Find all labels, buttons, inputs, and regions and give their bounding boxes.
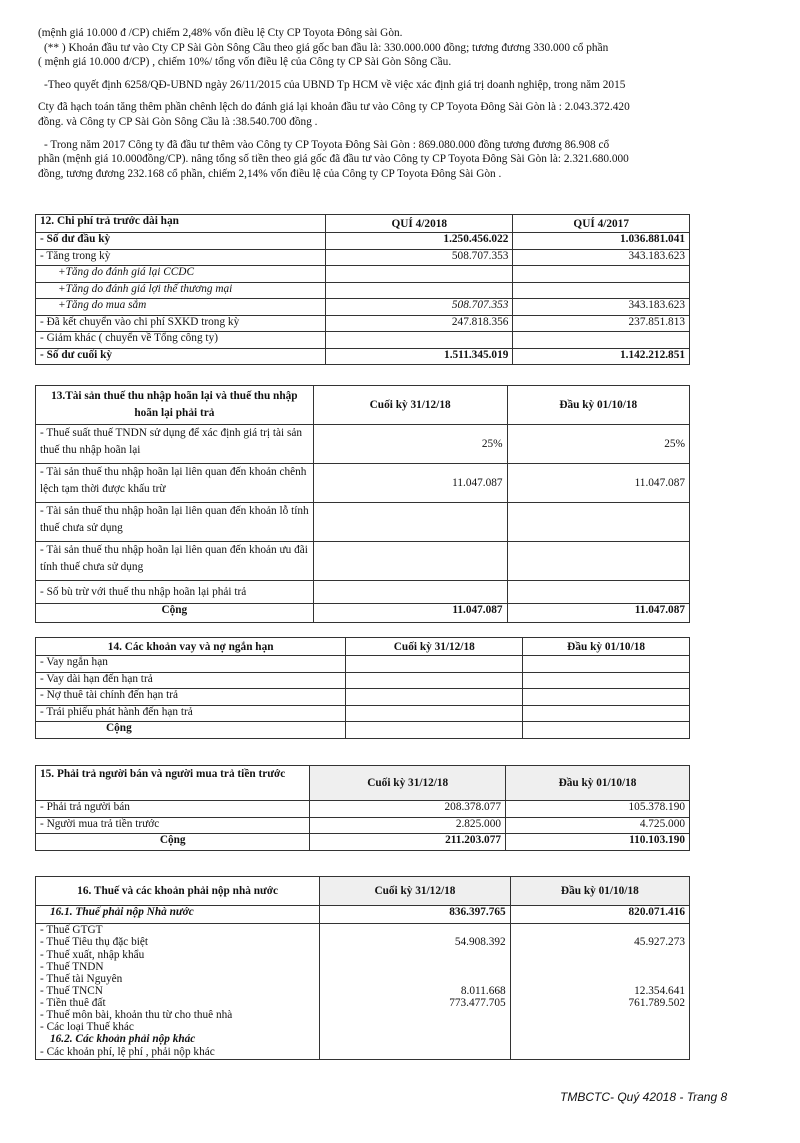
row-value: [320, 961, 510, 973]
table-prepaid-expenses: [35, 214, 690, 365]
table-row: [36, 949, 690, 961]
row-label: - Tài sản thuế thu nhập hoãn lại liên quan đến khoản lỗ tính thuế chưa sử dụng: [36, 503, 314, 542]
table-row: [36, 315, 690, 332]
row-value: 508.707.353: [326, 249, 513, 266]
row-value: 25%: [507, 425, 689, 464]
row-label: - Người mua trả tiền trước: [36, 817, 310, 834]
table-row: [36, 924, 690, 937]
row-value: [320, 949, 510, 961]
row-label: +Tăng do đánh giá lại CCDC: [36, 266, 326, 283]
row-value: [507, 503, 689, 542]
row-value: 820.071.416: [510, 906, 689, 924]
table-row: [36, 906, 690, 924]
table-row: [36, 817, 690, 834]
total-row: [36, 722, 690, 739]
row-value: 1.036.881.041: [513, 233, 690, 250]
row-label: - Số bù trừ với thuế thu nhập hoãn lại phải trả: [36, 581, 314, 604]
row-label: - Đã kết chuyển vào chi phí SXKD trong kỳ: [36, 315, 326, 332]
row-value: [523, 689, 690, 706]
row-value: [326, 332, 513, 349]
table-row: [36, 985, 690, 997]
row-label: - Giảm khác ( chuyển về Tổng công ty): [36, 332, 326, 349]
row-label: - Thuế GTGT: [36, 924, 320, 937]
row-label: 16.1. Thuế phải nộp Nhà nước: [36, 906, 320, 924]
row-value: [313, 581, 507, 604]
row-value: [313, 503, 507, 542]
row-value: [510, 973, 689, 985]
row-label: - Các khoản phí, lệ phí , phải nộp khác: [36, 1046, 320, 1060]
total-value: 110.103.190: [506, 834, 690, 851]
row-value: [513, 332, 690, 349]
table-row: [36, 961, 690, 973]
row-label: +Tăng do mua sắm: [36, 299, 326, 316]
row-value: 1.511.345.019: [326, 348, 513, 365]
column-header: QUÍ 4/2018: [326, 215, 513, 233]
table-row: [36, 581, 690, 604]
table-title: 15. Phải trả người bán và người mua trả tiền trước: [36, 766, 310, 801]
table-row: [36, 689, 690, 706]
column-header: Cuối kỳ 31/12/18: [320, 877, 510, 906]
row-label: - Vay ngắn hạn: [36, 656, 346, 673]
row-value: 11.047.087: [507, 464, 689, 503]
intro-line: phần (mệnh giá 10.000đồng/CP). nâng tổng số tiền theo giá gốc đã đầu tư vào Công ty CP Toyota Đông Sài Gòn là: 2.321.680.000: [38, 153, 629, 166]
table-row: [36, 1046, 690, 1060]
row-label: +Tăng do đánh giá lợi thế thương mại: [36, 282, 326, 299]
table-row: [36, 656, 690, 673]
row-value: 247.818.356: [326, 315, 513, 332]
table-row: [36, 249, 690, 266]
row-value: 343.183.623: [513, 299, 690, 316]
row-value: [346, 656, 523, 673]
row-value: [320, 1033, 510, 1046]
row-label: - Tài sản thuế thu nhập hoãn lại liên quan đến khoản chênh lệch tạm thời được khấu trừ: [36, 464, 314, 503]
row-value: [513, 282, 690, 299]
table-row: [36, 801, 690, 818]
row-value: [510, 1033, 689, 1046]
row-label: - Thuế xuất, nhập khẩu: [36, 949, 320, 961]
row-value: [510, 961, 689, 973]
row-value: [320, 1046, 510, 1060]
row-value: [523, 672, 690, 689]
table-row: [36, 266, 690, 283]
table-title: 13.Tài sản thuế thu nhập hoãn lại và thuế thu nhập hoãn lại phải trả: [36, 386, 314, 425]
intro-line: Cty đã hạch toán tăng thêm phần chênh lệch do đánh giá lại khoản đầu tư vào Công ty CP Toyota Đông Sài Gòn là : 2.043.372.420: [38, 101, 630, 114]
table-title: 14. Các khoản vay và nợ ngắn hạn: [36, 638, 346, 656]
total-label: Cộng: [36, 604, 314, 623]
total-row: [36, 604, 690, 623]
table-row: [36, 233, 690, 250]
intro-line: (mệnh giá 10.000 đ /CP) chiếm 2,48% vốn điều lệ Cty CP Toyota Đông sài Gòn.: [38, 27, 403, 39]
column-header: Đầu kỳ 01/10/18: [506, 766, 690, 801]
intro-line: đồng, tương đương 232.168 cổ phần, chiếm 2,14% vốn điều lệ của Công ty CP Toyota Đông Sài Gòn .: [38, 167, 502, 180]
row-label: - Vay dài hạn đến hạn trả: [36, 672, 346, 689]
column-header: Cuối kỳ 31/12/18: [313, 386, 507, 425]
table-title: 16. Thuế và các khoản phải nộp nhà nước: [36, 877, 320, 906]
total-label: Cộng: [36, 722, 346, 739]
total-value: 11.047.087: [507, 604, 689, 623]
row-label: - Phải trả người bán: [36, 801, 310, 818]
row-value: [523, 705, 690, 722]
row-value: 1.142.212.851: [513, 348, 690, 365]
table-row: [36, 425, 690, 464]
row-label: - Tăng trong kỳ: [36, 249, 326, 266]
row-label: 16.2. Các khoản phải nộp khác: [36, 1033, 320, 1046]
row-value: [326, 282, 513, 299]
row-value: [320, 1009, 510, 1021]
intro-line: đồng. và Công ty CP Sài Gòn Sông Cầu là :38.540.700 đồng .: [38, 115, 318, 128]
row-value: 12.354.641: [510, 985, 689, 997]
row-value: [510, 924, 689, 937]
row-value: 25%: [313, 425, 507, 464]
table-row: [36, 936, 690, 949]
row-value: 1.250.456.022: [326, 233, 513, 250]
table-taxes-payable: [35, 876, 690, 1060]
row-value: 761.789.502: [510, 997, 689, 1009]
row-value: 45.927.273: [510, 936, 689, 949]
row-value: [346, 672, 523, 689]
table-row: [36, 464, 690, 503]
table-row: [36, 348, 690, 365]
table-row: [36, 332, 690, 349]
row-label: - Thuế môn bài, khoản thu từ cho thuê nhà: [36, 1009, 320, 1021]
row-value: [320, 973, 510, 985]
row-value: [510, 1009, 689, 1021]
row-value: [507, 542, 689, 581]
table-payables: [35, 765, 690, 851]
total-value: [523, 722, 690, 739]
row-value: [507, 581, 689, 604]
total-value: 211.203.077: [310, 834, 506, 851]
row-value: [320, 1021, 510, 1033]
table-short-term-loans: [35, 637, 690, 739]
column-header: Cuối kỳ 31/12/18: [310, 766, 506, 801]
row-value: [320, 924, 510, 937]
row-value: [510, 1046, 689, 1060]
row-value: [523, 656, 690, 673]
intro-line: - Trong năm 2017 Công ty đã đầu tư thêm vào Công ty CP Toyota Đông Sài Gòn : 869.080.000 đồng tương đương 86.908 cổ: [44, 138, 610, 151]
column-header: QUÍ 4/2017: [513, 215, 690, 233]
row-label: - Nợ thuê tài chính đến hạn trả: [36, 689, 346, 706]
page-footer: TMBCTC- Quý 42018 - Trang 8: [560, 1090, 728, 1104]
row-value: [346, 705, 523, 722]
row-value: [513, 266, 690, 283]
row-value: [346, 689, 523, 706]
row-label: - Trái phiếu phát hành đến hạn trả: [36, 705, 346, 722]
row-value: [510, 949, 689, 961]
table-row: [36, 997, 690, 1009]
total-value: [346, 722, 523, 739]
row-value: 4.725.000: [506, 817, 690, 834]
row-label: - Thuế TNCN: [36, 985, 320, 997]
row-value: 343.183.623: [513, 249, 690, 266]
table-row: [36, 1033, 690, 1046]
table-row: [36, 1009, 690, 1021]
row-value: 237.851.813: [513, 315, 690, 332]
intro-line: -Theo quyết định 6258/QĐ-UBND ngày 26/11/2015 của UBND Tp HCM về việc xác định giá trị doanh nghiệp, trong năm 2015: [44, 78, 626, 91]
row-value: 773.477.705: [320, 997, 510, 1009]
row-value: [313, 542, 507, 581]
row-value: [510, 1021, 689, 1033]
table-row: [36, 1021, 690, 1033]
row-value: 508.707.353: [326, 299, 513, 316]
row-label: - Số dư đầu kỳ: [36, 233, 326, 250]
row-value: [326, 266, 513, 283]
table-row: [36, 542, 690, 581]
table-row: [36, 503, 690, 542]
total-label: Cộng: [36, 834, 310, 851]
row-value: 2.825.000: [310, 817, 506, 834]
row-value: 208.378.077: [310, 801, 506, 818]
row-label: - Số dư cuối kỳ: [36, 348, 326, 365]
row-label: - Tiền thuê đất: [36, 997, 320, 1009]
table-title: 12. Chi phí trả trước dài hạn: [36, 215, 326, 233]
row-value: 105.378.190: [506, 801, 690, 818]
row-label: - Thuế TNDN: [36, 961, 320, 973]
column-header: Đầu kỳ 01/10/18: [510, 877, 689, 906]
row-label: - Thuế Tiêu thụ đặc biệt: [36, 936, 320, 949]
row-label: - Thuế tài Nguyên: [36, 973, 320, 985]
table-row: [36, 705, 690, 722]
total-value: 11.047.087: [313, 604, 507, 623]
column-header: Đầu kỳ 01/10/18: [507, 386, 689, 425]
row-value: 836.397.765: [320, 906, 510, 924]
row-label: - Các loại Thuế khác: [36, 1021, 320, 1033]
table-deferred-tax: [35, 385, 690, 623]
column-header: Đầu kỳ 01/10/18: [523, 638, 690, 656]
row-value: 8.011.668: [320, 985, 510, 997]
row-label: - Tài sản thuế thu nhập hoãn lại liên quan đến khoản ưu đãi tính thuế chưa sử dụng: [36, 542, 314, 581]
row-value: 54.908.392: [320, 936, 510, 949]
row-value: 11.047.087: [313, 464, 507, 503]
intro-line: ( mệnh giá 10.000 đ/CP) , chiếm 10%/ tổng vốn điều lệ của Công ty CP Sài Gòn Sông Cầu.: [38, 56, 452, 69]
intro-line: (** ) Khoản đầu tư vào Cty CP Sài Gòn Sông Cầu theo giá gốc ban đầu là: 330.000.000 đồng; tương đương 330.000 cổ phần: [44, 41, 609, 54]
intro-notes: [38, 26, 758, 181]
column-header: Cuối kỳ 31/12/18: [346, 638, 523, 656]
table-row: [36, 282, 690, 299]
total-row: [36, 834, 690, 851]
table-row: [36, 672, 690, 689]
table-row: [36, 299, 690, 316]
row-label: - Thuế suất thuế TNDN sử dụng để xác định giá trị tài sản thuế thu nhập hoãn lại: [36, 425, 314, 464]
table-row: [36, 973, 690, 985]
